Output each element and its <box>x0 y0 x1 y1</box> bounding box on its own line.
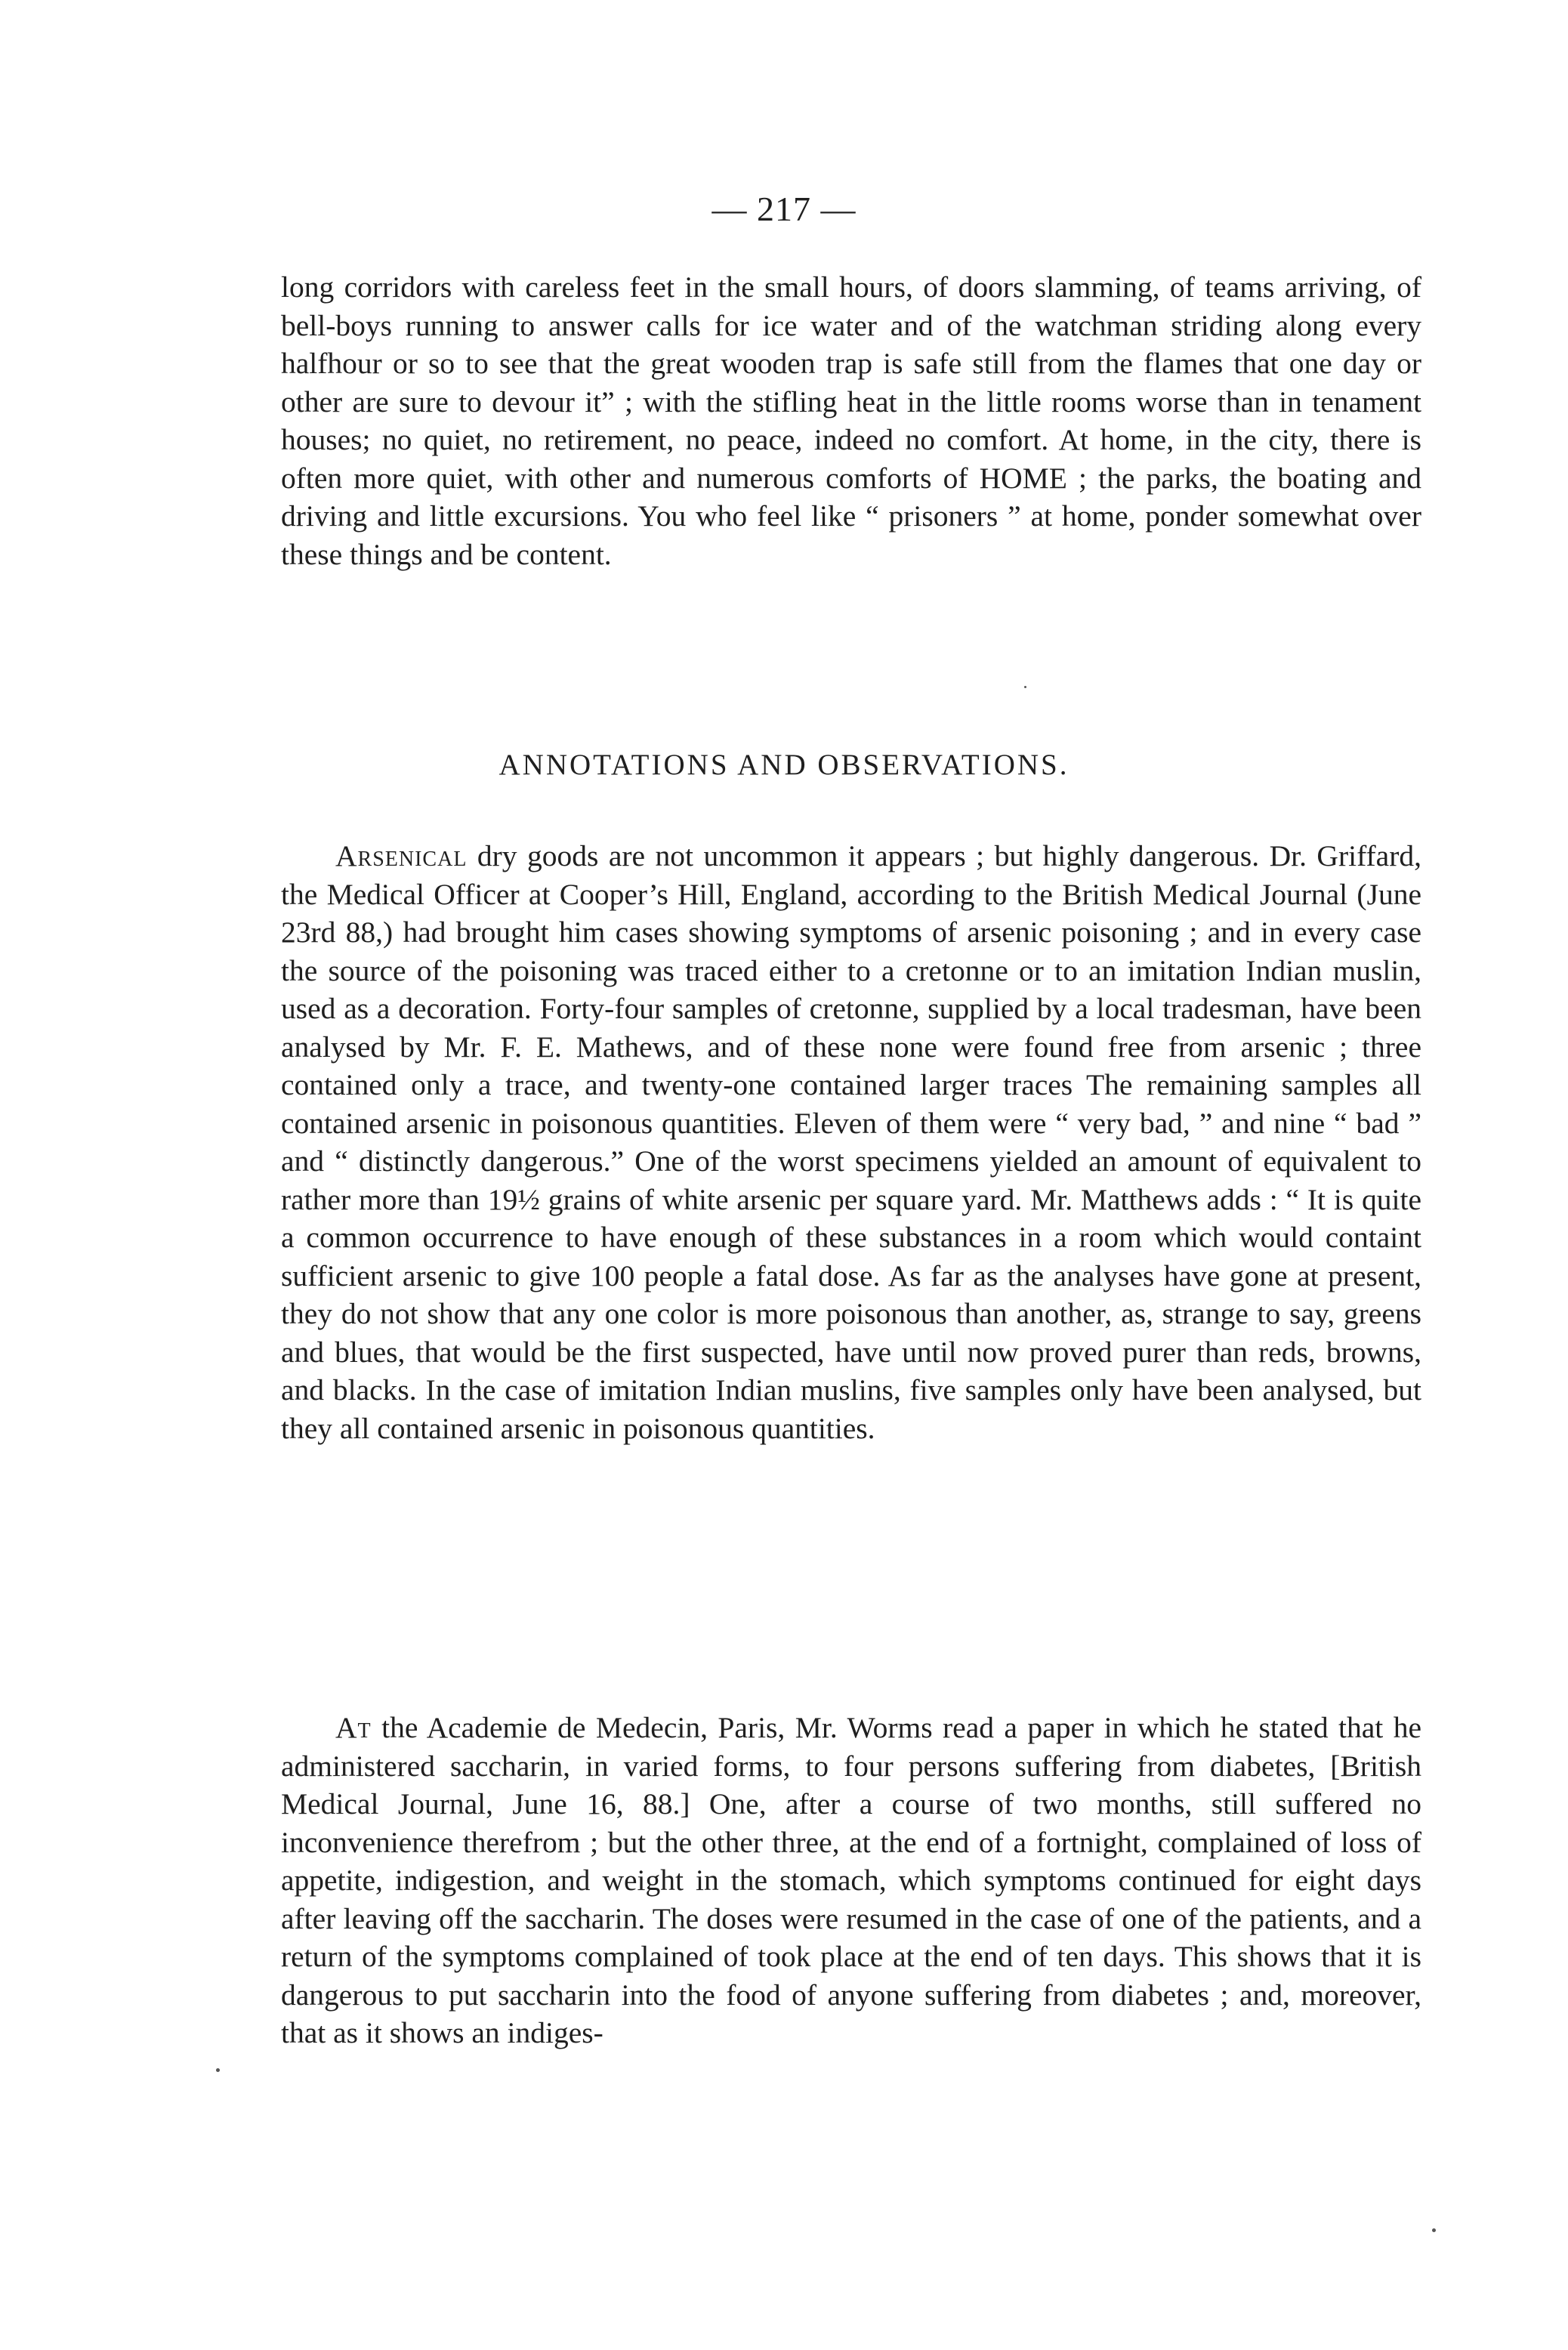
print-speck <box>216 2068 220 2072</box>
paragraph-lead-word: Arsenical <box>335 839 468 872</box>
paragraph-body: dry goods are not uncommon it appears ; but highly dangerous. Dr. Griffard, the Medical Officer at Cooper’s Hill, England, according to the British Medical Journal (June 23rd 88,) had brought him cases showing symptoms of arsenic poisoning ; and in every case the source of the poisoning was traced either to a cretonne or to an imitation Indian muslin, used as a decoration. Forty-four samples of cretonne, supplied by a local tradesman, have been analysed by Mr. F. E. Mathews, and of these none were found free from arsenic ; three contained only a trace, and twenty-one contained larger traces The remaining samples all contained arsenic in poisonous quantities. Eleven of them were “ very bad, ” and nine “ bad ” and “ distinctly dangerous.” One of the worst specimens yielded an amount of equivalent to rather more than 19½ grains of white arsenic per square yard. Mr. Matthews adds : “ It is quite a common occurrence to have enough of these substances in a room which would containt sufficient arsenic to give 100 people a fatal dose. As far as the analyses have gone at present, they do not show that any one color is more poisonous than another, as, strange to say, greens and blues, that would be the first suspected, have until now proved purer than reds, browns, and blacks. In the case of imitation Indian muslins, five samples only have been analysed, but they all contained arsenic in poisonous quantities. <box>281 839 1421 1445</box>
paragraph-arsenical <box>281 837 1421 1447</box>
print-speck <box>1024 686 1026 688</box>
section-heading: ANNOTATIONS AND OBSERVATIONS. <box>498 749 1070 781</box>
paragraph-lead-word: At <box>335 1711 372 1744</box>
print-speck <box>1432 2228 1436 2232</box>
continued-paragraph: long corridors with careless feet in the small hours, of doors slamming, of teams arriving, of bell-boys running to answer calls for ice water and of the watchman striding along every halfhour or so to see that the great wooden trap is safe still from the flames that one day or other are sure to devour it” ; with the stifling heat in the little rooms worse than in tenament houses; no quiet, no retirement, no peace, indeed no comfort. At home, in the city, there is often more quiet, with other and numerous comforts of HOME ; the parks, the boating and driving and little excursions. You who feel like “ prisoners ” at home, ponder somewhat over these things and be content. <box>281 270 1421 571</box>
paragraph-body: the Academie de Medecin, Paris, Mr. Worms read a paper in which he stated that he administered saccharin, in varied forms, to four persons suffering from diabetes, [British Medical Journal, June 16, 88.] One, after a course of two months, still suffered no inconvenience therefrom ; but the other three, at the end of a fortnight, complained of loss of appetite, indigestion, and weight in the stomach, which symptoms continued for eight days after leaving off the saccharin. The doses were resumed in the case of one of the patients, and a return of the symptoms complained of took place at the end of ten days. This shows that it is dangerous to put saccharin into the food of anyone suffering from diabetes ; and, moreover, that as it shows an indiges- <box>281 1711 1422 2049</box>
page-number: — 217 — <box>711 190 857 228</box>
paragraph-saccharin <box>281 1709 1421 2052</box>
